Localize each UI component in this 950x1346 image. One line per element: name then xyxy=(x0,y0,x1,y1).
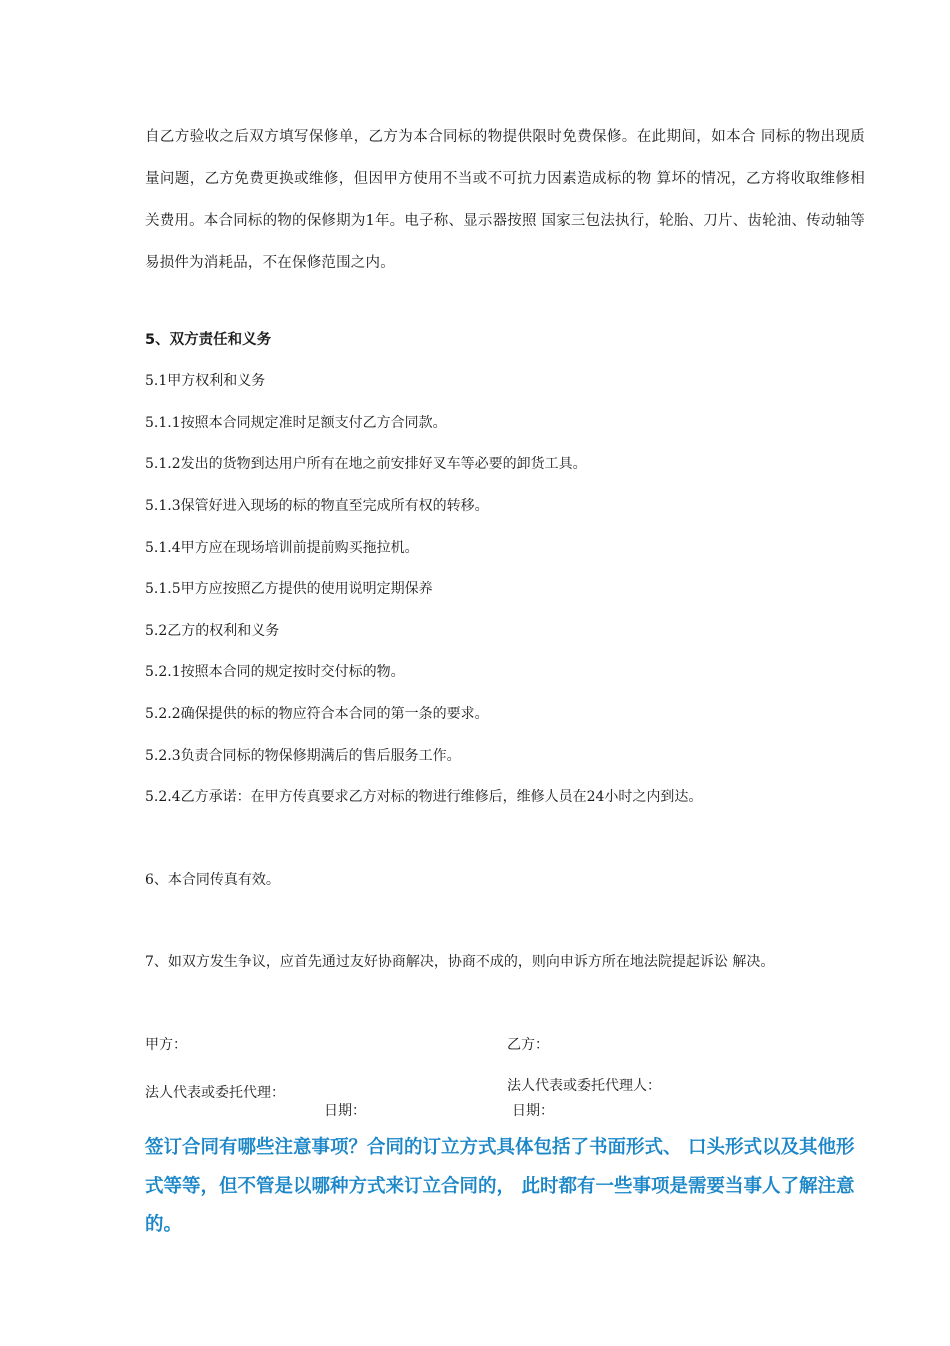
party-b-label: 乙方： xyxy=(507,1037,549,1053)
party-b-representative: 法人代表或委托代理人： xyxy=(507,1078,661,1094)
party-a-representative: 法人代表或委托代理： xyxy=(145,1085,285,1101)
section-7: 7、如双方发生争议，应首先通过友好协商解决，协商不成的，则向申诉方所在地法院提起诉讼 解决。 xyxy=(145,954,775,970)
clause-5-2-3: 5.2.3负责合同标的物保修期满后的售后服务工作。 xyxy=(145,748,461,764)
clause-5-2-2: 5.2.2确保提供的标的物应符合本合同的第一条的要求。 xyxy=(145,706,489,722)
clause-5-1-5: 5.1.5甲方应按照乙方提供的使用说明定期保养 xyxy=(145,581,433,597)
clause-5-1-2: 5.1.2发出的货物到达用户所有在地之前安排好叉车等必要的卸货工具。 xyxy=(145,456,587,472)
party-b-date: 日期： xyxy=(512,1103,554,1119)
section-5-heading: 5、双方责任和义务 xyxy=(145,332,272,348)
clause-5-1: 5.1甲方权利和义务 xyxy=(145,373,266,389)
clause-5-1-4: 5.1.4甲方应在现场培训前提前购买拖拉机。 xyxy=(145,540,419,556)
clause-5-2-1: 5.2.1按照本合同的规定按时交付标的物。 xyxy=(145,664,405,680)
clause-5-2-4: 5.2.4乙方承诺：在甲方传真要求乙方对标的物进行维修后，维修人员在24小时之内到达。 xyxy=(145,789,703,805)
section-6: 6、本合同传真有效。 xyxy=(145,872,280,888)
clause-5-1-1: 5.1.1按照本合同规定准时足额支付乙方合同款。 xyxy=(145,415,447,431)
contract-notice: 签订合同有哪些注意事项？合同的订立方式具体包括了书面形式、 口头形式以及其他形式等等，但不管是以哪种方式来订立合同的， 此时都有一些事项是需要当事人了解注意的。 xyxy=(145,1137,855,1235)
clause-5-1-3: 5.1.3保管好进入现场的标的物直至完成所有权的转移。 xyxy=(145,498,489,514)
party-a-date: 日期： xyxy=(324,1103,366,1119)
party-a-label: 甲方： xyxy=(145,1037,187,1053)
clause-5-2: 5.2乙方的权利和义务 xyxy=(145,623,280,639)
warranty-paragraph: 自乙方验收之后双方填写保修单，乙方为本合同标的物提供限时免费保修。在此期间，如本合 同标的物出现质量问题，乙方免费更换或维修，但因甲方使用不当或不可抗力因素造成标的物 算坏的情况，乙方将收取维修相关费用。本合同标的物的保修期为1年。电子称、显示器按照 国家三包法执行，轮胎、刀片、齿轮油、传动轴等易损件为消耗品，不在保修范围之内。 xyxy=(145,129,865,271)
